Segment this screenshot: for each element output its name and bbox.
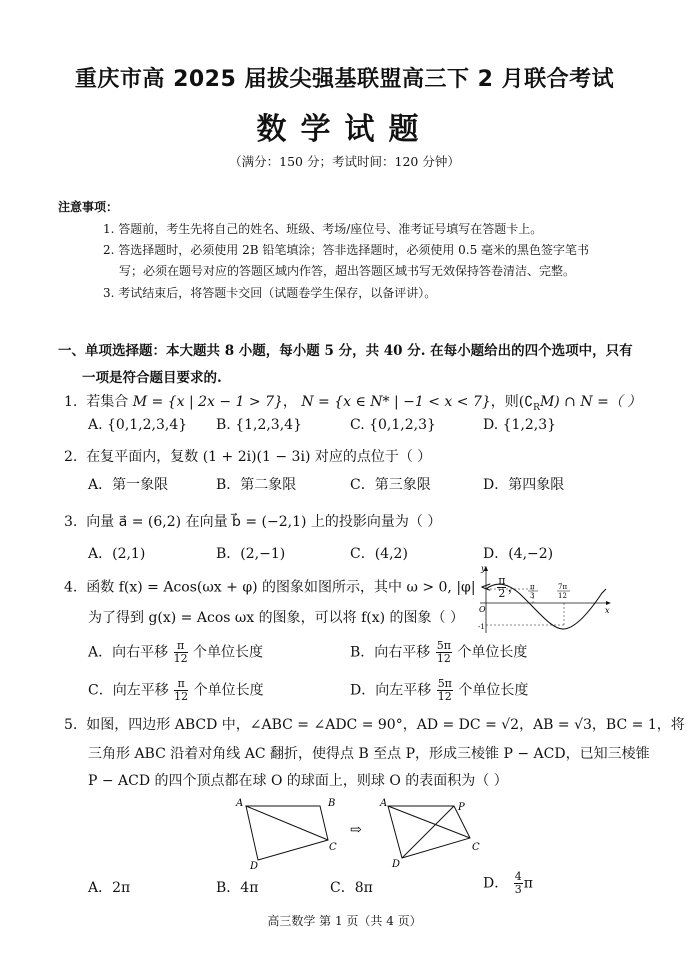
- q4-option-b-unit: 个单位长度: [457, 644, 528, 661]
- notice-heading: 注意事项：: [58, 200, 119, 214]
- q4-option-b: [350, 640, 527, 665]
- q4-tick-pi3-num: π: [530, 583, 535, 591]
- q5-option-b: B．4π: [216, 880, 259, 896]
- section-heading-cont: 一项是符合题目要求的.: [82, 370, 222, 386]
- q2-option-d: D．第四象限: [483, 477, 565, 493]
- q4-frac-den: 2: [498, 587, 506, 600]
- q4-option-a-unit: 个单位长度: [193, 644, 264, 661]
- exam-meta: （满分：150 分；考试时间：120 分钟）: [229, 154, 460, 169]
- q4-option-b-lead: B．向右平移: [350, 644, 431, 661]
- q3-option-c: C．(4,2): [350, 546, 408, 562]
- q4-option-c-frac: [174, 678, 188, 703]
- q1-expr2: M) ∩ N =（ ）: [539, 394, 642, 410]
- q2-option-a: A．第一象限: [88, 477, 169, 493]
- q4-cosine-graph: [478, 563, 613, 635]
- q5-option-c: C．8π: [330, 880, 373, 896]
- q5-left-label-a: A: [236, 798, 244, 809]
- notice-item-2: 2. 答选择题时，必须使用 2B 铅笔填涂；答非选择题时，必须使用 0.5 毫米的黑色签字笔书: [103, 243, 590, 257]
- subject-title: 数学试题: [256, 112, 433, 147]
- q5-left-label-c: C: [329, 842, 337, 853]
- q4-line2: 为了得到 g(x) = Acos ωx 的图象，可以将 f(x) 的图象（ ）: [88, 610, 464, 626]
- q4-label-neg1: -1: [478, 623, 485, 631]
- q4-option-d-num: 5π: [437, 677, 452, 690]
- q4-text: 4. 函数 f(x) = Acos(ωx + φ) 的图象如图所示，其中 ω > 0, |φ| < $\frac{\pi}{2}$ ，: [64, 574, 522, 600]
- q4-option-a-frac: [174, 640, 188, 665]
- q4-tick-7pi12-num: 7π: [558, 583, 568, 591]
- q4-label-y: y: [481, 564, 486, 573]
- q5-line2: 三角形 ABC 沿着对角线 AC 翻折，使得点 B 至点 P，形成三棱锥 P − ACD，已知三棱锥: [88, 746, 650, 762]
- q5-diagonal-ac: [246, 806, 328, 840]
- q4-option-d-den: 12: [437, 690, 452, 703]
- notice-item-2-cont: 写；必须在题号对应的答题区域内作答，超出答题区域书写无效保持答卷清洁、完整。: [119, 264, 576, 278]
- q5-arrow-icon: ⇨: [350, 822, 362, 838]
- q4-x-arrow: [606, 601, 611, 605]
- q1-option-b: B. {1,2,3,4}: [216, 417, 302, 433]
- q5-figure: [232, 794, 492, 870]
- q1-sub: R: [533, 402, 540, 413]
- q4-option-d-frac: [437, 678, 453, 703]
- q3-option-d: D．(4,−2): [483, 546, 554, 562]
- q5-option-d: [483, 871, 533, 896]
- q1-expr: (∁: [518, 394, 534, 410]
- q4-tick-pi3-den: 3: [530, 592, 535, 600]
- q4-option-a: [88, 640, 263, 665]
- q4-tick-7pi12-den: 12: [558, 592, 567, 600]
- q1-lead: 若集合: [86, 394, 129, 410]
- q3-number: 3.: [64, 514, 78, 530]
- q4-option-c-den: 12: [174, 690, 189, 703]
- q5-right-label-a: A: [380, 798, 388, 809]
- q5-right-label-p: P: [458, 802, 465, 813]
- q5-line1-text: 如图，四边形 ABCD 中，∠ABC = ∠ADC = 90°，AD = DC = √2，AB = √3，BC = 1，将: [86, 717, 685, 733]
- q5-left-label-b: B: [328, 798, 336, 809]
- q5-right-label-c: C: [472, 842, 480, 853]
- notice-item-1: 1. 答题前，考生先将自己的姓名、班级、考场/座位号、准考证号填写在答题卡上。: [103, 222, 543, 236]
- q1-option-c: C. {0,1,2,3}: [350, 417, 436, 433]
- q5-option-d-num: 4: [514, 870, 522, 883]
- q1-set-n: N = {x ∈ N* | −1 < x < 7}: [301, 394, 491, 410]
- q1-set-m: M = {x | 2x − 1 > 7}: [132, 394, 283, 410]
- q2-number: 2.: [64, 449, 78, 465]
- q5-option-d-pi: π: [523, 875, 533, 892]
- q4-option-a-lead: A．向右平移: [88, 644, 169, 661]
- q1-text: 1. 若集合 M = {x | 2x − 1 > 7}， N = {x ∈ N* | −1 < x < 7}，则$(∁_RM)$ ∩ N =（ ）: [64, 394, 642, 413]
- q2-text: [64, 446, 431, 466]
- q1-then: ，则: [490, 394, 519, 410]
- q3-body: 向量 a⃗ = (6,2) 在向量 b⃗ = (−2,1) 上的投影向量为（ ）: [86, 514, 442, 530]
- q4-option-b-den: 12: [436, 652, 451, 665]
- q3-option-b: B．(2,−1): [216, 546, 286, 562]
- exam-title: 重庆市高 2025 届拔尖强基联盟高三下 2 月联合考试: [74, 67, 615, 92]
- q4-frac-num: π: [498, 574, 506, 587]
- q4-option-c-unit: 个单位长度: [193, 682, 264, 699]
- q4-option-b-frac: [436, 640, 452, 665]
- q1-option-a: A. {0,1,2,3,4}: [88, 417, 188, 433]
- notice-item-3: 3. 考试结束后，将答题卡交回（试题卷学生保存，以备评讲）。: [103, 286, 437, 300]
- q5-line3: P − ACD 的四个顶点都在球 O 的球面上，则球 O 的表面积为（ ）: [88, 773, 508, 789]
- q5-tetra-outline: [388, 806, 470, 858]
- q4-option-d: [350, 678, 528, 703]
- q4-number: 4.: [64, 579, 78, 596]
- q4-option-c-lead: C．向左平移: [88, 682, 169, 699]
- q2-option-b: B．第二象限: [216, 477, 297, 493]
- q1-option-d: D. {1,2,3}: [483, 417, 557, 433]
- q4-option-c: [88, 678, 264, 703]
- q1-number: 1.: [64, 394, 78, 410]
- q5-line1: [64, 714, 685, 734]
- q4-option-a-den: 12: [173, 652, 188, 665]
- q3-text: [64, 511, 441, 531]
- q4-option-d-lead: D．向左平移: [350, 682, 432, 699]
- q5-option-a: A．2π: [88, 880, 131, 896]
- page-footer: 高三数学 第 1 页（共 4 页）: [267, 914, 422, 928]
- q2-body: 在复平面内，复数 (1 + 2i)(1 − 3i) 对应的点位于（ ）: [86, 449, 432, 465]
- q5-option-d-frac: [514, 871, 523, 896]
- section-heading: 一、单项选择题：本大题共 8 小题，每小题 5 分，共 40 分. 在每小题给出的四个选项中，只有: [58, 343, 633, 359]
- q4-label-x: x: [605, 606, 610, 615]
- q4-option-b-num: 5π: [436, 639, 451, 652]
- q5-option-d-lead: D．: [483, 875, 509, 892]
- q2-option-c: C．第三象限: [350, 477, 431, 493]
- q3-option-a: A．(2,1): [88, 546, 146, 562]
- q5-quad-abcd: [246, 806, 328, 860]
- q5-number: 5.: [64, 717, 78, 733]
- q5-option-d-den: 3: [514, 883, 522, 896]
- q4-option-c-num: π: [174, 678, 188, 691]
- q5-left-label-d: D: [250, 861, 259, 870]
- q4-option-d-unit: 个单位长度: [458, 682, 529, 699]
- q4-option-a-num: π: [174, 640, 188, 653]
- q4-label-origin: O: [479, 605, 486, 614]
- q4-curve: [486, 584, 606, 629]
- q4-line1: 函数 f(x) = Acos(ωx + φ) 的图象如图所示，其中 ω > 0, |φ| <: [86, 579, 492, 596]
- q5-right-label-d: D: [392, 859, 401, 870]
